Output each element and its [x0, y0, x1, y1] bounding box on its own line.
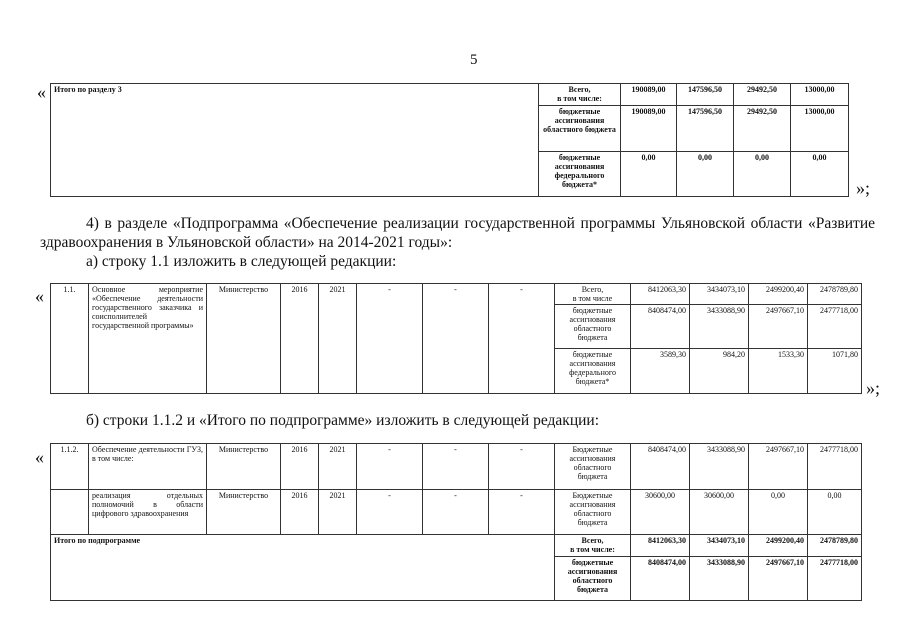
subprogram-total-label: Итого по подпрограмме — [51, 535, 555, 601]
value-cell: 190089,00 — [621, 106, 677, 152]
value-cell: 147596,50 — [677, 84, 734, 106]
dash-cell: - — [423, 490, 489, 535]
value-cell: 30600,00 — [690, 490, 749, 535]
fund-type: бюджетные ассигнования федерального бюджета* — [555, 349, 631, 394]
value-cell: 2497667,10 — [749, 557, 808, 601]
value-cell: 2497667,10 — [749, 444, 808, 490]
value-cell: 2477718,00 — [808, 557, 862, 601]
value-cell: 8412063,30 — [631, 535, 690, 557]
year-end: 2021 — [319, 284, 357, 394]
row-number: 1.1.2. — [51, 444, 89, 490]
dash-cell: - — [357, 284, 423, 394]
fund-type: бюджетные ассигнования федерального бюджета* — [539, 152, 621, 197]
year-start: 2016 — [281, 284, 319, 394]
value-cell: 0,00 — [749, 490, 808, 535]
fund-type: бюджетные ассигнования областного бюджета — [555, 305, 631, 349]
value-cell: 1533,30 — [749, 349, 808, 394]
year-start: 2016 — [281, 444, 319, 490]
page-number: 5 — [470, 52, 478, 68]
year-end: 2021 — [319, 490, 357, 535]
executor: Министерство — [207, 490, 281, 535]
table-row — [51, 284, 862, 305]
paragraph-4a: а) строку 1.1 изложить в следующей редакции: — [86, 253, 397, 270]
value-cell: 3434073,10 — [690, 284, 749, 305]
value-cell: 3433088,90 — [690, 557, 749, 601]
table-row — [51, 535, 862, 557]
executor: Министерство — [207, 284, 281, 394]
dash-cell: - — [357, 490, 423, 535]
value-cell: 8408474,00 — [631, 444, 690, 490]
year-start: 2016 — [281, 490, 319, 535]
value-cell: 984,20 — [690, 349, 749, 394]
value-cell: 29492,50 — [734, 106, 791, 152]
fund-type: Всего, в том числе: — [555, 535, 631, 557]
row-number: 1.1. — [51, 284, 89, 394]
row-1-1-2-table — [50, 443, 862, 601]
value-cell: 8408474,00 — [631, 557, 690, 601]
paragraph-4: 4) в разделе «Подпрограмма «Обеспечение реализации государственной программы Ульяновской области «Развитие здравоохранения в Ульяновской области» на 2014-2021 годы»: — [40, 215, 875, 251]
dash-cell: - — [489, 490, 555, 535]
open-quote-1: « — [37, 82, 46, 102]
fund-type: бюджетные ассигнования областного бюджета — [539, 106, 621, 152]
activity-name: реализация отдельных полномочий в области цифрового здравоохранения — [89, 490, 207, 535]
value-cell: 190089,00 — [621, 84, 677, 106]
value-cell: 2499200,40 — [749, 535, 808, 557]
dash-cell: - — [489, 284, 555, 394]
value-cell: 3433088,90 — [690, 444, 749, 490]
value-cell: 2478789,80 — [808, 284, 862, 305]
open-quote-2: « — [35, 286, 44, 306]
value-cell: 3433088,90 — [690, 305, 749, 349]
value-cell: 1071,80 — [808, 349, 862, 394]
row-number — [51, 490, 89, 535]
table-row — [51, 490, 862, 535]
value-cell: 8408474,00 — [631, 305, 690, 349]
paragraph-4b: б) строки 1.1.2 и «Итого по подпрограмме» изложить в следующей редакции: — [86, 412, 600, 429]
table-row — [51, 444, 862, 490]
executor: Министерство — [207, 444, 281, 490]
row-1-1-table — [50, 283, 862, 394]
close-quote-1: »; — [856, 178, 871, 198]
table-row — [51, 84, 849, 106]
fund-type: Бюджетные ассигнования областного бюджета — [555, 444, 631, 490]
value-cell: 2478789,80 — [808, 535, 862, 557]
activity-name: Обеспечение деятельности ГУЗ, в том числе: — [89, 444, 207, 490]
section3-total-table — [50, 83, 849, 197]
dash-cell: - — [423, 284, 489, 394]
open-quote-3: « — [35, 447, 44, 467]
value-cell: 3589,30 — [631, 349, 690, 394]
value-cell: 2499200,40 — [749, 284, 808, 305]
value-cell: 2477718,00 — [808, 305, 862, 349]
value-cell: 3434073,10 — [690, 535, 749, 557]
value-cell: 29492,50 — [734, 84, 791, 106]
value-cell: 0,00 — [621, 152, 677, 197]
year-end: 2021 — [319, 444, 357, 490]
value-cell: 147596,50 — [677, 106, 734, 152]
value-cell: 0,00 — [677, 152, 734, 197]
dash-cell: - — [423, 444, 489, 490]
fund-type: бюджетные ассигнования областного бюджета — [555, 557, 631, 601]
value-cell: 0,00 — [734, 152, 791, 197]
value-cell: 8412063,30 — [631, 284, 690, 305]
dash-cell: - — [357, 444, 423, 490]
value-cell: 2477718,00 — [808, 444, 862, 490]
value-cell: 13000,00 — [791, 84, 849, 106]
value-cell: 30600,00 — [631, 490, 690, 535]
fund-type: Всего, в том числе: — [539, 84, 621, 106]
fund-type: Всего, в том числе — [555, 284, 631, 305]
close-quote-2: »; — [866, 378, 881, 398]
value-cell: 2497667,10 — [749, 305, 808, 349]
value-cell: 0,00 — [791, 152, 849, 197]
value-cell: 0,00 — [808, 490, 862, 535]
value-cell: 13000,00 — [791, 106, 849, 152]
fund-type: Бюджетные ассигнования областного бюджета — [555, 490, 631, 535]
dash-cell: - — [489, 444, 555, 490]
total-label: Итого по разделу 3 — [51, 84, 539, 197]
activity-name: Основное мероприятие «Обеспечение деятельности государственного заказчика и соисполнителей государственной программы» — [89, 284, 207, 394]
